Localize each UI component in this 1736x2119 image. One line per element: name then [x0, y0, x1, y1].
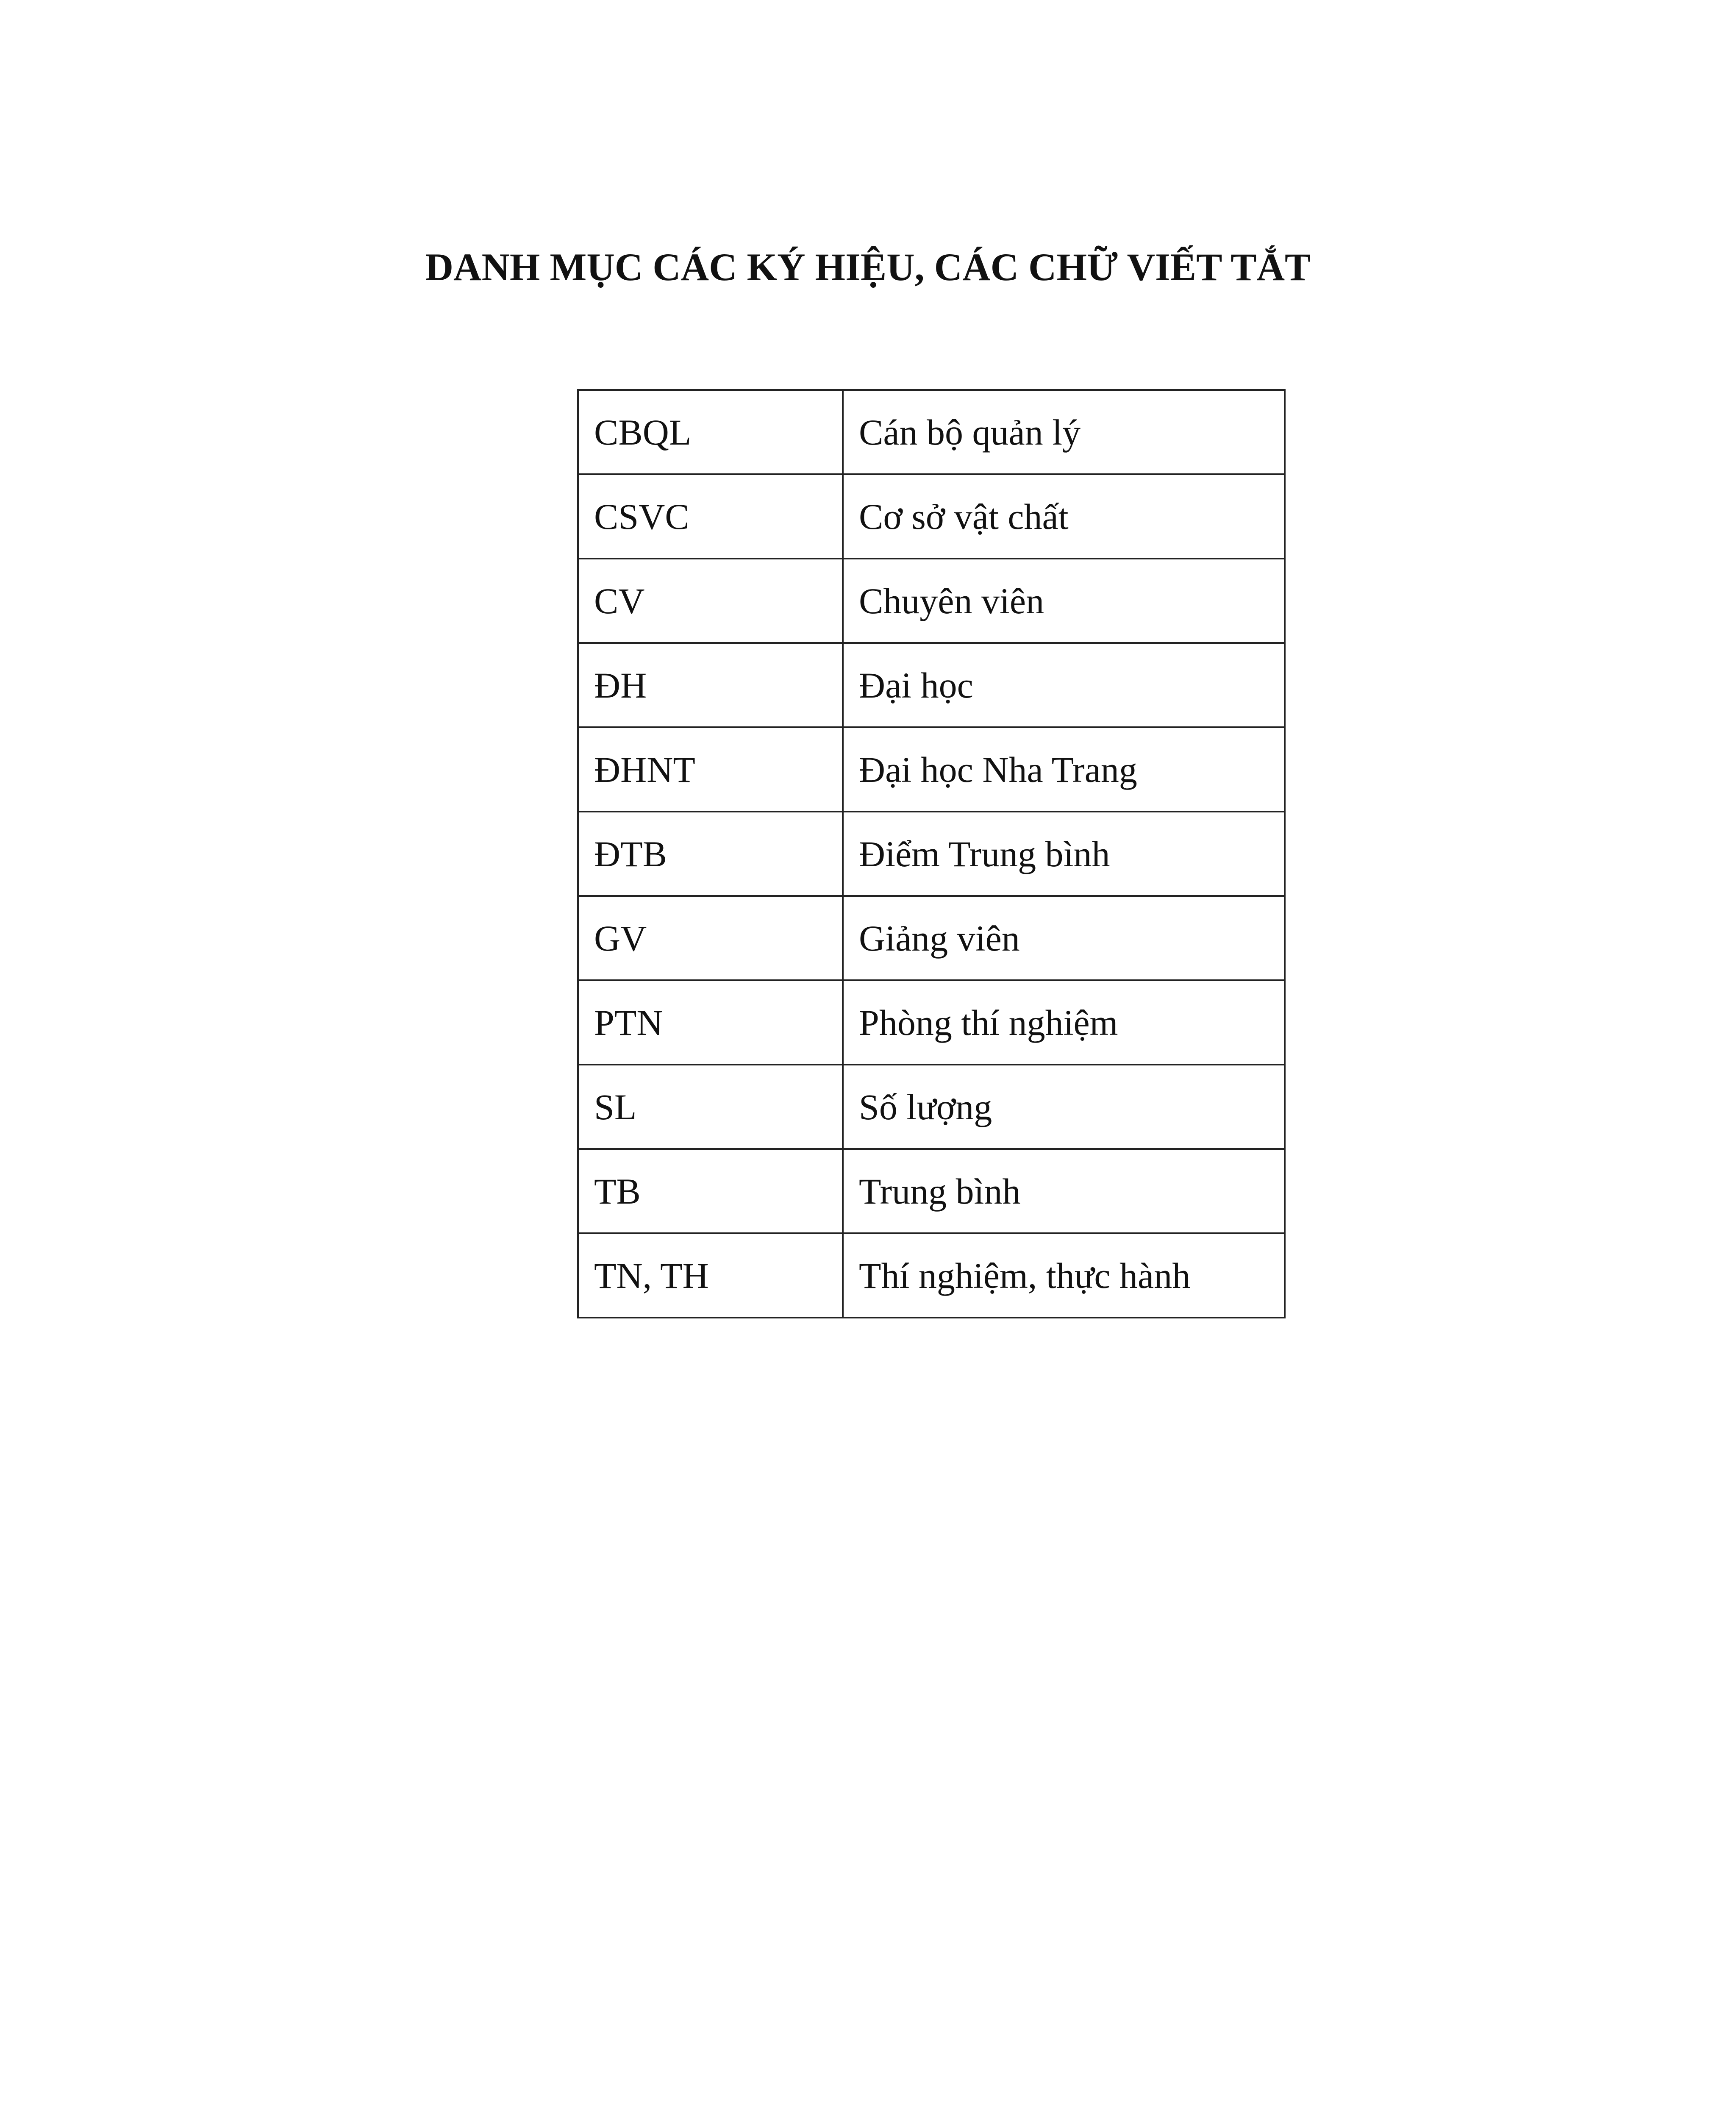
meaning-cell: Chuyên viên	[843, 559, 1285, 643]
abbreviation-cell: CV	[578, 559, 843, 643]
table-row	[578, 727, 1285, 812]
abbreviation-cell: ĐTB	[578, 812, 843, 896]
meaning-cell: Thí nghiệm, thực hành	[843, 1233, 1285, 1318]
abbreviation-cell: TB	[578, 1149, 843, 1233]
table-row	[578, 1233, 1285, 1318]
table-row	[578, 390, 1285, 474]
meaning-cell: Giảng viên	[843, 896, 1285, 980]
page-title: DANH MỤC CÁC KÝ HIỆU, CÁC CHỮ VIẾT TẮT	[425, 245, 1311, 289]
abbreviation-cell: CBQL	[578, 390, 843, 474]
meaning-cell: Phòng thí nghiệm	[843, 980, 1285, 1065]
abbreviation-cell: ĐH	[578, 643, 843, 727]
table-row	[578, 896, 1285, 980]
meaning-cell: Đại học Nha Trang	[843, 727, 1285, 812]
table-row	[578, 980, 1285, 1065]
table-row	[578, 812, 1285, 896]
meaning-cell: Đại học	[843, 643, 1285, 727]
abbreviations-table	[577, 389, 1286, 1318]
meaning-cell: Trung bình	[843, 1149, 1285, 1233]
table-row	[578, 559, 1285, 643]
table-row	[578, 643, 1285, 727]
table-row	[578, 1065, 1285, 1149]
abbreviation-cell: GV	[578, 896, 843, 980]
meaning-cell: Cơ sở vật chất	[843, 474, 1285, 559]
abbreviation-cell: CSVC	[578, 474, 843, 559]
abbreviation-cell: TN, TH	[578, 1233, 843, 1318]
abbreviation-cell: PTN	[578, 980, 843, 1065]
meaning-cell: Điểm Trung bình	[843, 812, 1285, 896]
abbreviation-cell: ĐHNT	[578, 727, 843, 812]
meaning-cell: Số lượng	[843, 1065, 1285, 1149]
abbreviation-cell: SL	[578, 1065, 843, 1149]
table-row	[578, 474, 1285, 559]
table-row	[578, 1149, 1285, 1233]
meaning-cell: Cán bộ quản lý	[843, 390, 1285, 474]
